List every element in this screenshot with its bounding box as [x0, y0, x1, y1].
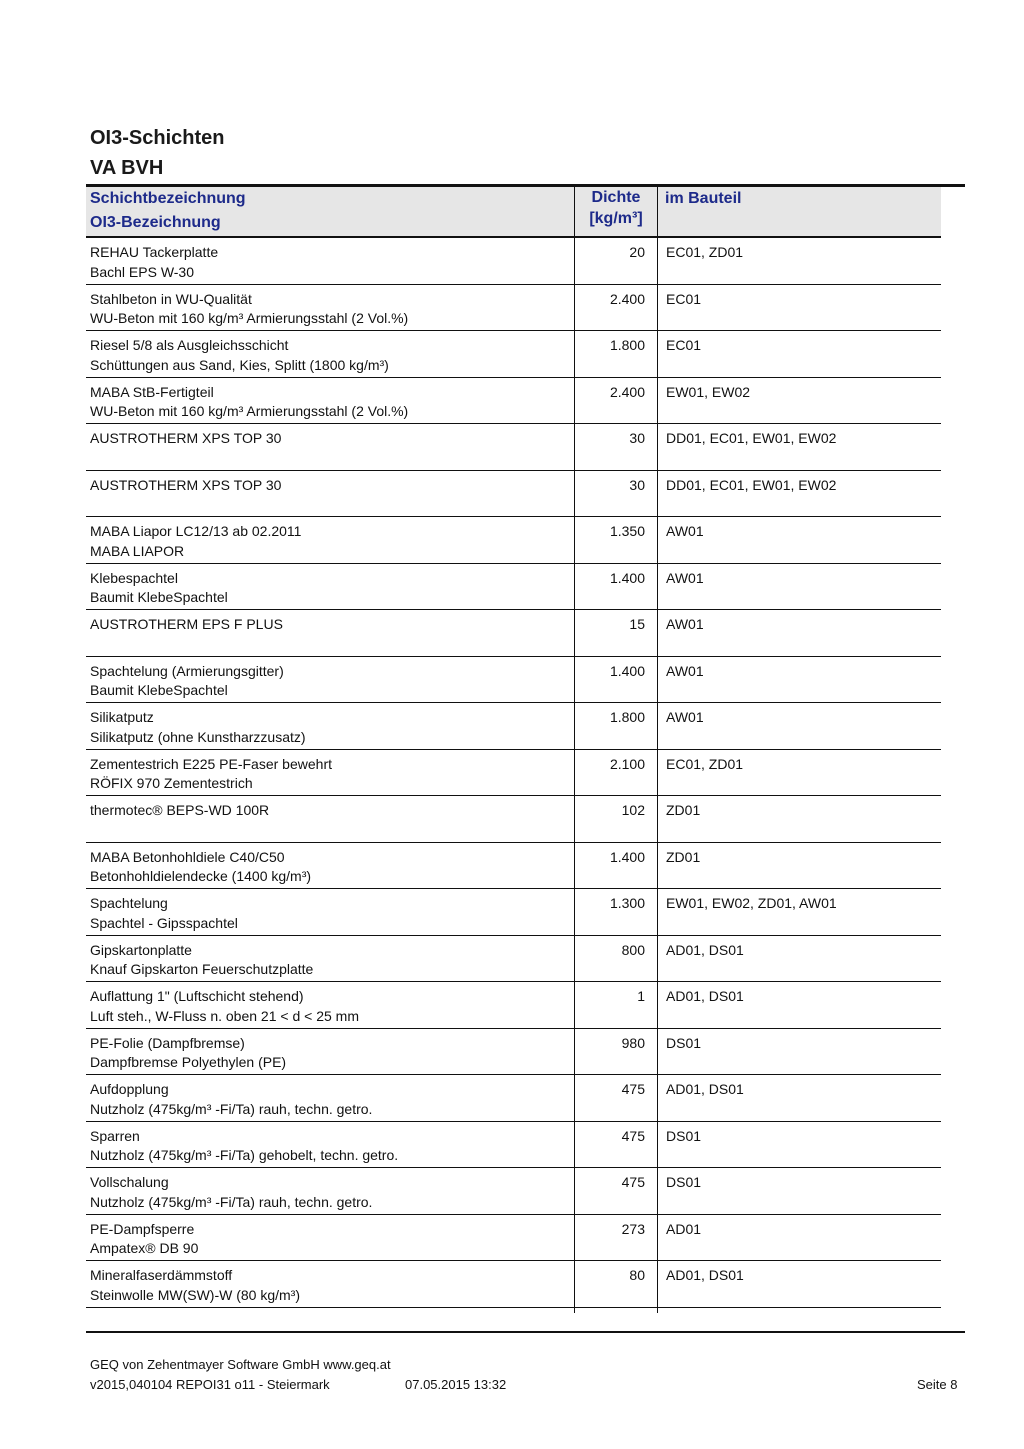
layer-cell	[90, 1080, 570, 1119]
layer-cell	[90, 801, 570, 821]
table-row	[86, 610, 941, 657]
layer-name: Auflattung 1" (Luftschicht stehend)	[90, 988, 304, 1004]
table-row	[86, 378, 941, 425]
oi3-name: RÖFIX 970 Zementestrich	[90, 775, 253, 791]
component-codes: EC01, ZD01	[666, 755, 744, 772]
density-value: 980	[621, 1034, 645, 1051]
document-title: OI3-Schichten	[90, 127, 225, 149]
layer-name: Sparren	[90, 1127, 140, 1144]
component-codes: ZD01	[666, 848, 701, 865]
component-codes: EC01, ZD01	[666, 244, 744, 260]
density-value: 2.400	[609, 290, 645, 307]
layer-name: Gipskartonplatte	[90, 941, 192, 958]
table-row	[86, 1075, 941, 1122]
table-row	[86, 796, 941, 843]
layer-name: Mineralfaserdämmstoff	[90, 1267, 233, 1283]
layer-name: MABA Liapor LC12/13 ab 02.2011	[90, 523, 302, 539]
oi3-name: Nutzholz (475kg/m³ -Fi/Ta) rauh, techn. getro.	[90, 1100, 373, 1117]
component-codes: AW01	[666, 616, 704, 632]
density-value: 20	[629, 244, 645, 260]
header-layer-name-line2: OI3-Bezeichnung	[90, 214, 221, 231]
table-row	[86, 564, 941, 611]
table-row	[86, 843, 941, 890]
oi3-name: Luft steh., W-Fluss n. oben 21 < d < 25 mm	[90, 1007, 359, 1024]
document-subtitle: VA BVH	[90, 157, 164, 179]
oi3-name: Silikatputz (ohne Kunstharzzusatz)	[90, 728, 306, 745]
component-codes: DS01	[666, 1174, 702, 1190]
component-codes: EC01	[666, 290, 702, 307]
header-density-line2: [kg/m³]	[589, 210, 643, 227]
component-codes: EW01, EW02, ZD01, AW01	[666, 895, 837, 911]
header-layer-name	[90, 187, 246, 235]
density-value: 1.800	[609, 337, 645, 353]
layer-name: Klebespachtel	[90, 569, 178, 586]
layer-name: Riesel 5/8 als Ausgleichsschicht	[90, 337, 289, 353]
layer-name: MABA StB-Fertigteil	[90, 383, 214, 400]
oi3-name: Knauf Gipskarton Feuerschutzplatte	[90, 961, 314, 977]
layer-cell	[90, 755, 570, 794]
component-codes: AW01	[666, 662, 704, 679]
layer-name: AUSTROTHERM XPS TOP 30	[90, 430, 282, 446]
component-codes: AD01, DS01	[666, 1081, 744, 1097]
header-component: im Bauteil	[665, 190, 742, 207]
layer-cell	[90, 290, 570, 329]
oi3-name: Baumit KlebeSpachtel	[90, 589, 228, 605]
oi3-name: Spachtel - Gipsspachtel	[90, 914, 238, 931]
density-value: 2.100	[609, 755, 645, 772]
footer-timestamp: 07.05.2015 13:32	[405, 1377, 507, 1392]
oi3-name: WU-Beton mit 160 kg/m³ Armierungsstahl (2 Vol.%)	[90, 310, 409, 326]
density-value: 1.400	[609, 662, 645, 679]
density-value: 30	[629, 430, 645, 446]
table-row	[86, 517, 941, 564]
table-row	[86, 1029, 941, 1076]
layer-name: MABA Betonhohldiele C40/C50	[90, 848, 285, 865]
layer-cell	[90, 383, 570, 422]
component-codes: EC01	[666, 337, 702, 353]
layer-cell	[90, 336, 570, 375]
table-row	[86, 1261, 941, 1308]
density-value: 1.300	[609, 895, 645, 911]
layer-name: Aufdopplung	[90, 1081, 169, 1097]
component-codes: AW01	[666, 523, 704, 539]
table-row	[86, 657, 941, 704]
layer-name: Zementestrich E225 PE-Faser bewehrt	[90, 755, 332, 772]
oi3-name: Schüttungen aus Sand, Kies, Splitt (1800 kg/m³)	[90, 356, 389, 373]
layer-cell	[90, 1127, 570, 1166]
oi3-name: Nutzholz (475kg/m³ -Fi/Ta) rauh, techn. getro.	[90, 1193, 373, 1210]
table-row	[86, 703, 941, 750]
layer-table-body	[86, 238, 941, 1308]
table-row	[86, 1168, 941, 1215]
density-value: 102	[621, 802, 645, 818]
oi3-name: Betonhohldielendecke (1400 kg/m³)	[90, 868, 312, 884]
layer-cell	[90, 848, 570, 887]
table-row	[86, 331, 941, 378]
component-codes: DS01	[666, 1034, 702, 1051]
component-codes: AD01	[666, 1220, 702, 1237]
layer-cell	[90, 243, 570, 282]
header-density	[575, 187, 657, 229]
layer-cell	[90, 662, 570, 701]
layer-name: PE-Folie (Dampfbremse)	[90, 1034, 245, 1051]
table-row	[86, 750, 941, 797]
density-value: 80	[629, 1267, 645, 1283]
density-value: 1.400	[609, 848, 645, 865]
component-codes: AD01, DS01	[666, 941, 744, 958]
oi3-name: Baumit KlebeSpachtel	[90, 682, 228, 698]
layer-cell	[90, 569, 570, 608]
table-row	[86, 238, 941, 285]
layer-name: AUSTROTHERM EPS F PLUS	[90, 616, 283, 632]
component-codes: ZD01	[666, 802, 701, 818]
layer-cell	[90, 615, 570, 635]
footer-version: v2015,040104 REPOI31 o11 - Steiermark	[90, 1377, 330, 1392]
oi3-name: Bachl EPS W-30	[90, 263, 195, 280]
footer-rule	[86, 1331, 965, 1333]
component-codes: EW01, EW02	[666, 383, 751, 400]
layer-name: Vollschalung	[90, 1174, 169, 1190]
layer-cell	[90, 1173, 570, 1212]
layer-name: Spachtelung (Armierungsgitter)	[90, 662, 284, 679]
oi3-name: Steinwolle MW(SW)-W (80 kg/m³)	[90, 1286, 301, 1303]
footer-company: GEQ von Zehentmayer Software GmbH www.geq.at	[90, 1357, 391, 1372]
density-value: 1	[637, 988, 645, 1004]
layer-name: thermotec® BEPS-WD 100R	[90, 802, 270, 818]
oi3-name: Nutzholz (475kg/m³ -Fi/Ta) gehobelt, techn. getro.	[90, 1147, 399, 1163]
layer-name: REHAU Tackerplatte	[90, 244, 219, 260]
footer-page-number: Seite 8	[917, 1377, 958, 1392]
density-value: 1.800	[609, 709, 645, 725]
table-row	[86, 936, 941, 983]
component-codes: AD01, DS01	[666, 1267, 744, 1283]
layer-cell	[90, 522, 570, 561]
layer-name: Spachtelung	[90, 895, 168, 911]
layer-cell	[90, 941, 570, 980]
density-value: 1.350	[609, 523, 645, 539]
oi3-name: MABA LIAPOR	[90, 542, 185, 559]
layer-cell	[90, 476, 570, 496]
layer-cell	[90, 1220, 570, 1259]
layer-cell	[90, 987, 570, 1026]
table-row	[86, 1122, 941, 1169]
layer-name: AUSTROTHERM XPS TOP 30	[90, 476, 282, 493]
component-codes: AD01, DS01	[666, 988, 744, 1004]
table-row	[86, 471, 941, 518]
density-value: 15	[629, 616, 645, 632]
oi3-name: Dampfbremse Polyethylen (PE)	[90, 1054, 287, 1070]
density-value: 2.400	[609, 383, 645, 400]
layer-cell	[90, 708, 570, 747]
layer-cell	[90, 429, 570, 449]
layer-cell	[90, 1034, 570, 1073]
layer-cell	[90, 894, 570, 933]
component-codes: AW01	[666, 569, 704, 586]
layer-cell	[90, 1266, 570, 1305]
density-value: 475	[621, 1174, 645, 1190]
oi3-name: WU-Beton mit 160 kg/m³ Armierungsstahl (2 Vol.%)	[90, 403, 409, 419]
layer-name: PE-Dampfsperre	[90, 1220, 195, 1237]
component-codes: DD01, EC01, EW01, EW02	[666, 430, 837, 446]
component-codes: DD01, EC01, EW01, EW02	[666, 476, 837, 493]
layer-name: Silikatputz	[90, 709, 154, 725]
density-value: 475	[621, 1127, 645, 1144]
density-value: 30	[629, 476, 645, 493]
density-value: 1.400	[609, 569, 645, 586]
table-row	[86, 982, 941, 1029]
table-row	[86, 889, 941, 936]
header-density-line1: Dichte	[591, 189, 641, 206]
density-value: 273	[621, 1220, 645, 1237]
density-value: 800	[621, 941, 645, 958]
component-codes: DS01	[666, 1127, 702, 1144]
layer-name: Stahlbeton in WU-Qualität	[90, 290, 252, 307]
oi3-name: Ampatex® DB 90	[90, 1240, 199, 1256]
table-row	[86, 285, 941, 332]
header-layer-name-line1: Schichtbezeichnung	[90, 190, 246, 207]
component-codes: AW01	[666, 709, 704, 725]
table-row	[86, 424, 941, 471]
density-value: 475	[621, 1081, 645, 1097]
table-row	[86, 1215, 941, 1262]
